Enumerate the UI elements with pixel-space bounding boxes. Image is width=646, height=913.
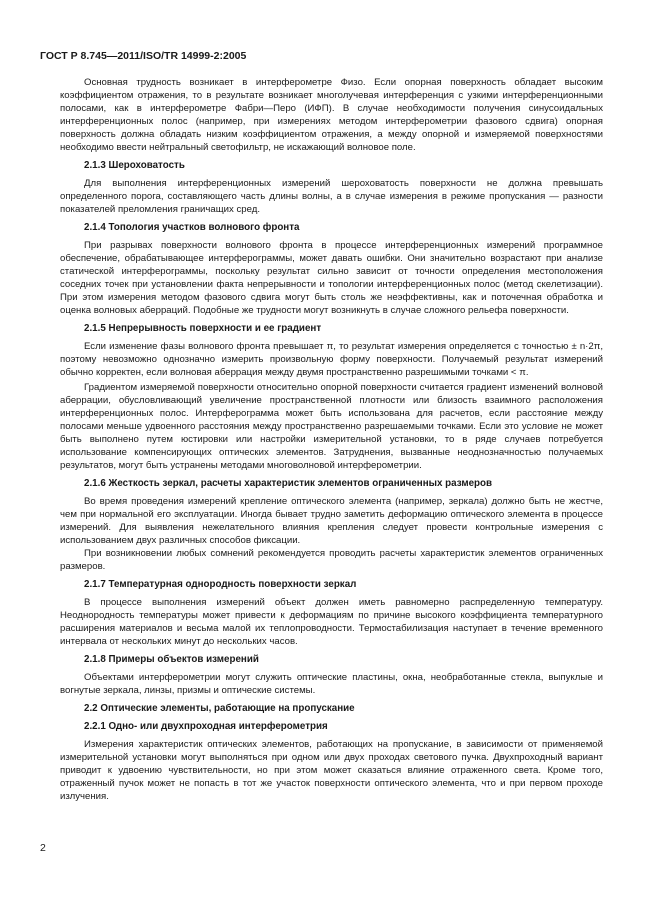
heading-2-1-5: 2.1.5 Непрерывность поверхности и ее градиент: [84, 323, 322, 334]
heading-2-1-3: 2.1.3 Шероховатость: [84, 160, 185, 171]
paragraph-2-1-6-b: При возникновении любых сомнений рекомендуется проводить расчеты характеристик элементов ограниченных размеров.: [60, 548, 603, 572]
paragraph-2-1-5-b: Градиентом измеряемой поверхности относительно опорной поверхности считается градиент изменений волновой аберрации, обусловливающий увеличение пространственной плотности или близость взаимного расположения интерференционных полос. Интерферограмма может быть использована для расчетов, если расстояние между полосами меньше удвоенного расстояния между пространственно разрешаемыми точками. Если это условие не может быть выполнено путем юстировки или настройки измерительной установки, то в ряде случаев потребуется использование компенсирующих оптических элементов. Затруднения, вызванные неоднозначностью получаемых результатов, могут быть устранены методами многоволновой интерферометрии.: [60, 382, 603, 471]
heading-2-2-1: 2.2.1 Одно- или двухпроходная интерферометрия: [84, 721, 328, 732]
page-content: [60, 76, 603, 803]
paragraph-2-2-1: Измерения характеристик оптических элементов, работающих на пропускание, в зависимости от применяемой измерительной установки могут выполняться при одном или двух проходах светового пучка. Двухпроходный вариант приводит к удвоению чувствительности, но при этом может сказаться влияние отраженного света. Кроме того, отраженный пучок может не попасть в тот же участок поверхности оптического элемента, что и при первом проходе излучения.: [60, 739, 603, 802]
page-number: 2: [40, 842, 46, 854]
heading-2-1-4: 2.1.4 Топология участков волнового фронта: [84, 222, 300, 233]
paragraph-2-1-7: В процессе выполнения измерений объект должен иметь равномерно распределенную температуру. Неоднородность температуры может привести к деформациям по причине высокого коэффициента температурного расширения материалов и весьма малой их теплопроводности. Термостабилизация наступает в течение временного интервала от нескольких минут до нескольких часов.: [60, 597, 603, 647]
heading-2-1-7: 2.1.7 Температурная однородность поверхности зеркал: [84, 579, 357, 590]
heading-2-2: 2.2 Оптические элементы, работающие на пропускание: [84, 703, 355, 714]
paragraph-2-1-6-a: Во время проведения измерений крепление оптического элемента (например, зеркала) должно быть не жестче, чем при нормальной его эксплуатации. Иногда бывает трудно заметить деформацию оптического элемента в процессе измерений. Для выявления нежелательного влияния крепления следует провести контрольные измерения с использованием двух различных способов фиксации.: [60, 496, 603, 546]
paragraph-2-1-5-a: Если изменение фазы волнового фронта превышает π, то результат измерения определяется с точностью ± n·2π, поэтому невозможно однозначно измерить произвольную форму поверхности. Получаемый результат измерений обычно корректен, если волновая аберрация между двумя пространственно разрешимыми точками < π.: [60, 341, 603, 378]
paragraph-2-1-4: При разрывах поверхности волнового фронта в процессе интерференционных измерений программное обеспечение, обрабатывающее интерферограммы, может давать ошибки. Они значительно возрастают при анализе статической интерферограммы, поскольку результат сильно зависит от точности определения местоположения соседних точек при установлении факта непрерывности и топологии интерференционных полос (метод скелетизации). При этом измерения методом фазового сдвига могут быть столь же неэффективны, как и поточечная обработка и оценка волновых аберраций. Подобные же трудности могут возникнуть в случае сложного рельефа поверхности.: [60, 240, 603, 316]
paragraph-2-1-8: Объектами интерферометрии могут служить оптические пластины, окна, необработанные стекла, выпуклые и вогнутые зеркала, линзы, призмы и оптические системы.: [60, 672, 603, 696]
document-header: ГОСТ Р 8.745—2011/ISO/TR 14999-2:2005: [40, 50, 247, 62]
heading-2-1-6: 2.1.6 Жесткость зеркал, расчеты характеристик элементов ограниченных размеров: [84, 478, 493, 489]
heading-2-1-8: 2.1.8 Примеры объектов измерений: [84, 654, 259, 665]
paragraph-fizeau: Основная трудность возникает в интерферометре Физо. Если опорная поверхность обладает высоким коэффициентом отражения, то в результате возникает многолучевая интерференция с узкими интерференционными полосами, как в интерферометре Фабри—Перо (ИФП). В случае необходимости получения синусоидальных интерференционных полос (например, при измерениях методом интерферометрии фазового сдвига) опорная поверхность должна обладать низким коэффициентом отражения, а между опорной и измеряемой поверхностями необходимо ввести нейтральный светофильтр, не искажающий волновое поле.: [60, 77, 603, 153]
paragraph-2-1-3: Для выполнения интерференционных измерений шероховатость поверхности не должна превышать определенного порога, составляющего часть длины волны, а в случае измерения в режиме пропускания — разности показателей преломления граничащих сред.: [60, 178, 603, 215]
